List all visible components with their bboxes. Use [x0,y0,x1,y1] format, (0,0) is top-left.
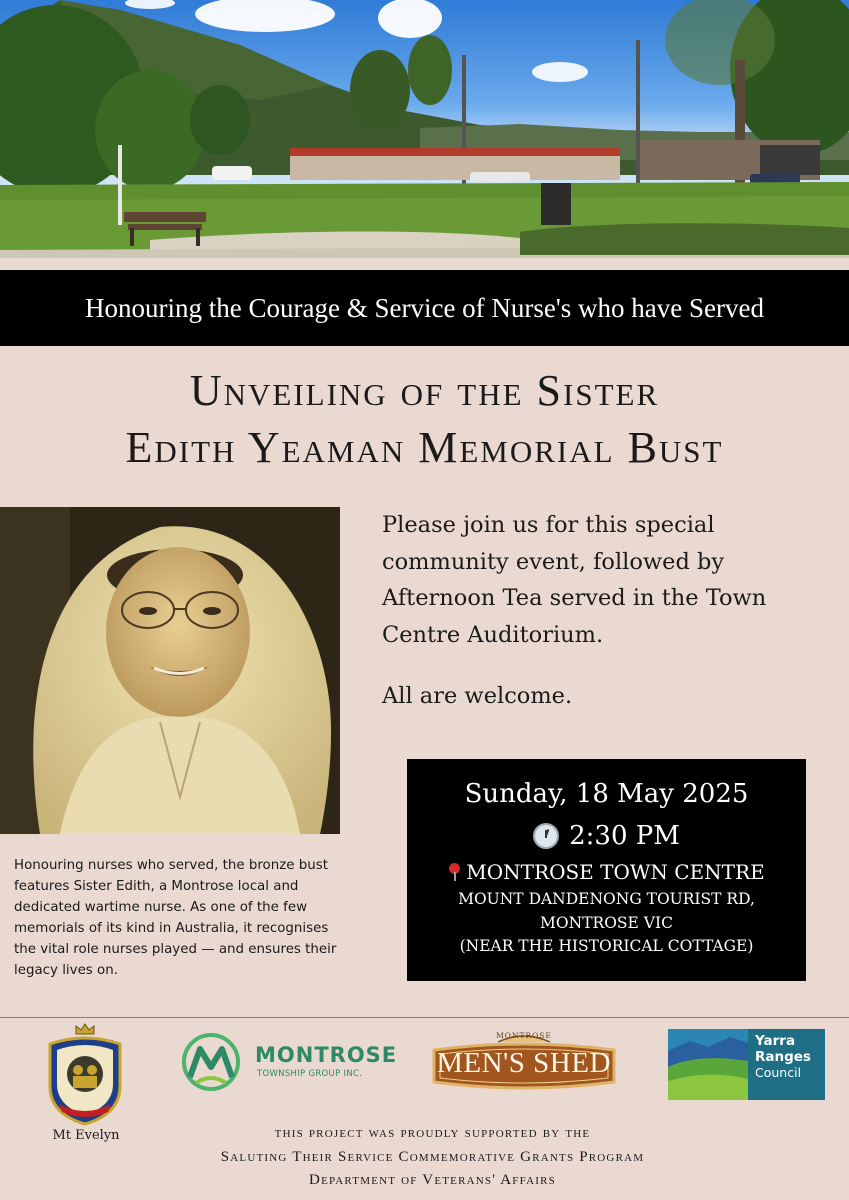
clock-icon [533,823,559,849]
support-line-3: Department of Veterans' Affairs [309,1172,556,1188]
mens-shed-top: MONTROSE [496,1031,552,1040]
support-line-1: this project was proudly supported by the [274,1125,591,1141]
rsl-caption: Mt Evelyn [52,1128,120,1143]
event-venue: MONTROSE TOWN CENTRE [466,860,765,884]
event-time-row [407,821,806,851]
event-address-line-1: MOUNT DANDENONG TOURIST RD, [458,890,755,908]
event-address-line-2: MONTROSE VIC [540,914,673,932]
bust-description: Honouring nurses who served, the bronze bust features Sister Edith, a Montrose local and dedicated wartime nurse. As one of the few memorials of its kind in Australia, it recognises the vital role nurses played — and ensures their legacy lives on. [14,858,337,978]
montrose-mark-icon [182,1033,240,1091]
yarra-ranges-logo [668,1029,825,1100]
event-date: Sunday, 18 May 2025 [464,779,749,809]
footer-divider [0,1017,849,1018]
banner-heading: Honouring the Courage & Service of Nurse's who have Served [0,270,849,346]
pin-icon [448,862,460,882]
yarra-line-3: Council [755,1065,802,1080]
rsl-logo [42,1022,128,1126]
event-title-line-2: Edith Yeaman Memorial Bust [125,423,724,472]
yarra-line-1: Yarra [755,1033,796,1049]
event-details-box [407,759,806,981]
invitation-text: Please join us for this special community event, followed by Afternoon Tea served in the Town Centre Auditorium. [382,512,767,648]
separator-stripe [0,258,849,270]
event-venue-row [407,860,806,884]
yarra-line-2: Ranges [755,1049,811,1065]
mens-shed-logo [428,1032,620,1096]
montrose-township-logo [182,1033,398,1093]
mens-shed-name: MEN'S SHED [437,1047,611,1079]
montrose-subtitle: TOWNSHIP GROUP INC. [257,1069,363,1079]
welcome-text: All are welcome. [382,683,573,709]
event-time: 2:30 PM [569,821,680,851]
event-title-line-1: Unveiling of the Sister [189,366,660,415]
sister-edith-portrait [0,507,340,834]
header-photo [0,0,849,258]
event-address-line-3: (NEAR THE HISTORICAL COTTAGE) [459,937,754,955]
montrose-name: MONTROSE [255,1043,398,1067]
support-line-2: Saluting Their Service Commemorative Grants Program [220,1149,645,1165]
